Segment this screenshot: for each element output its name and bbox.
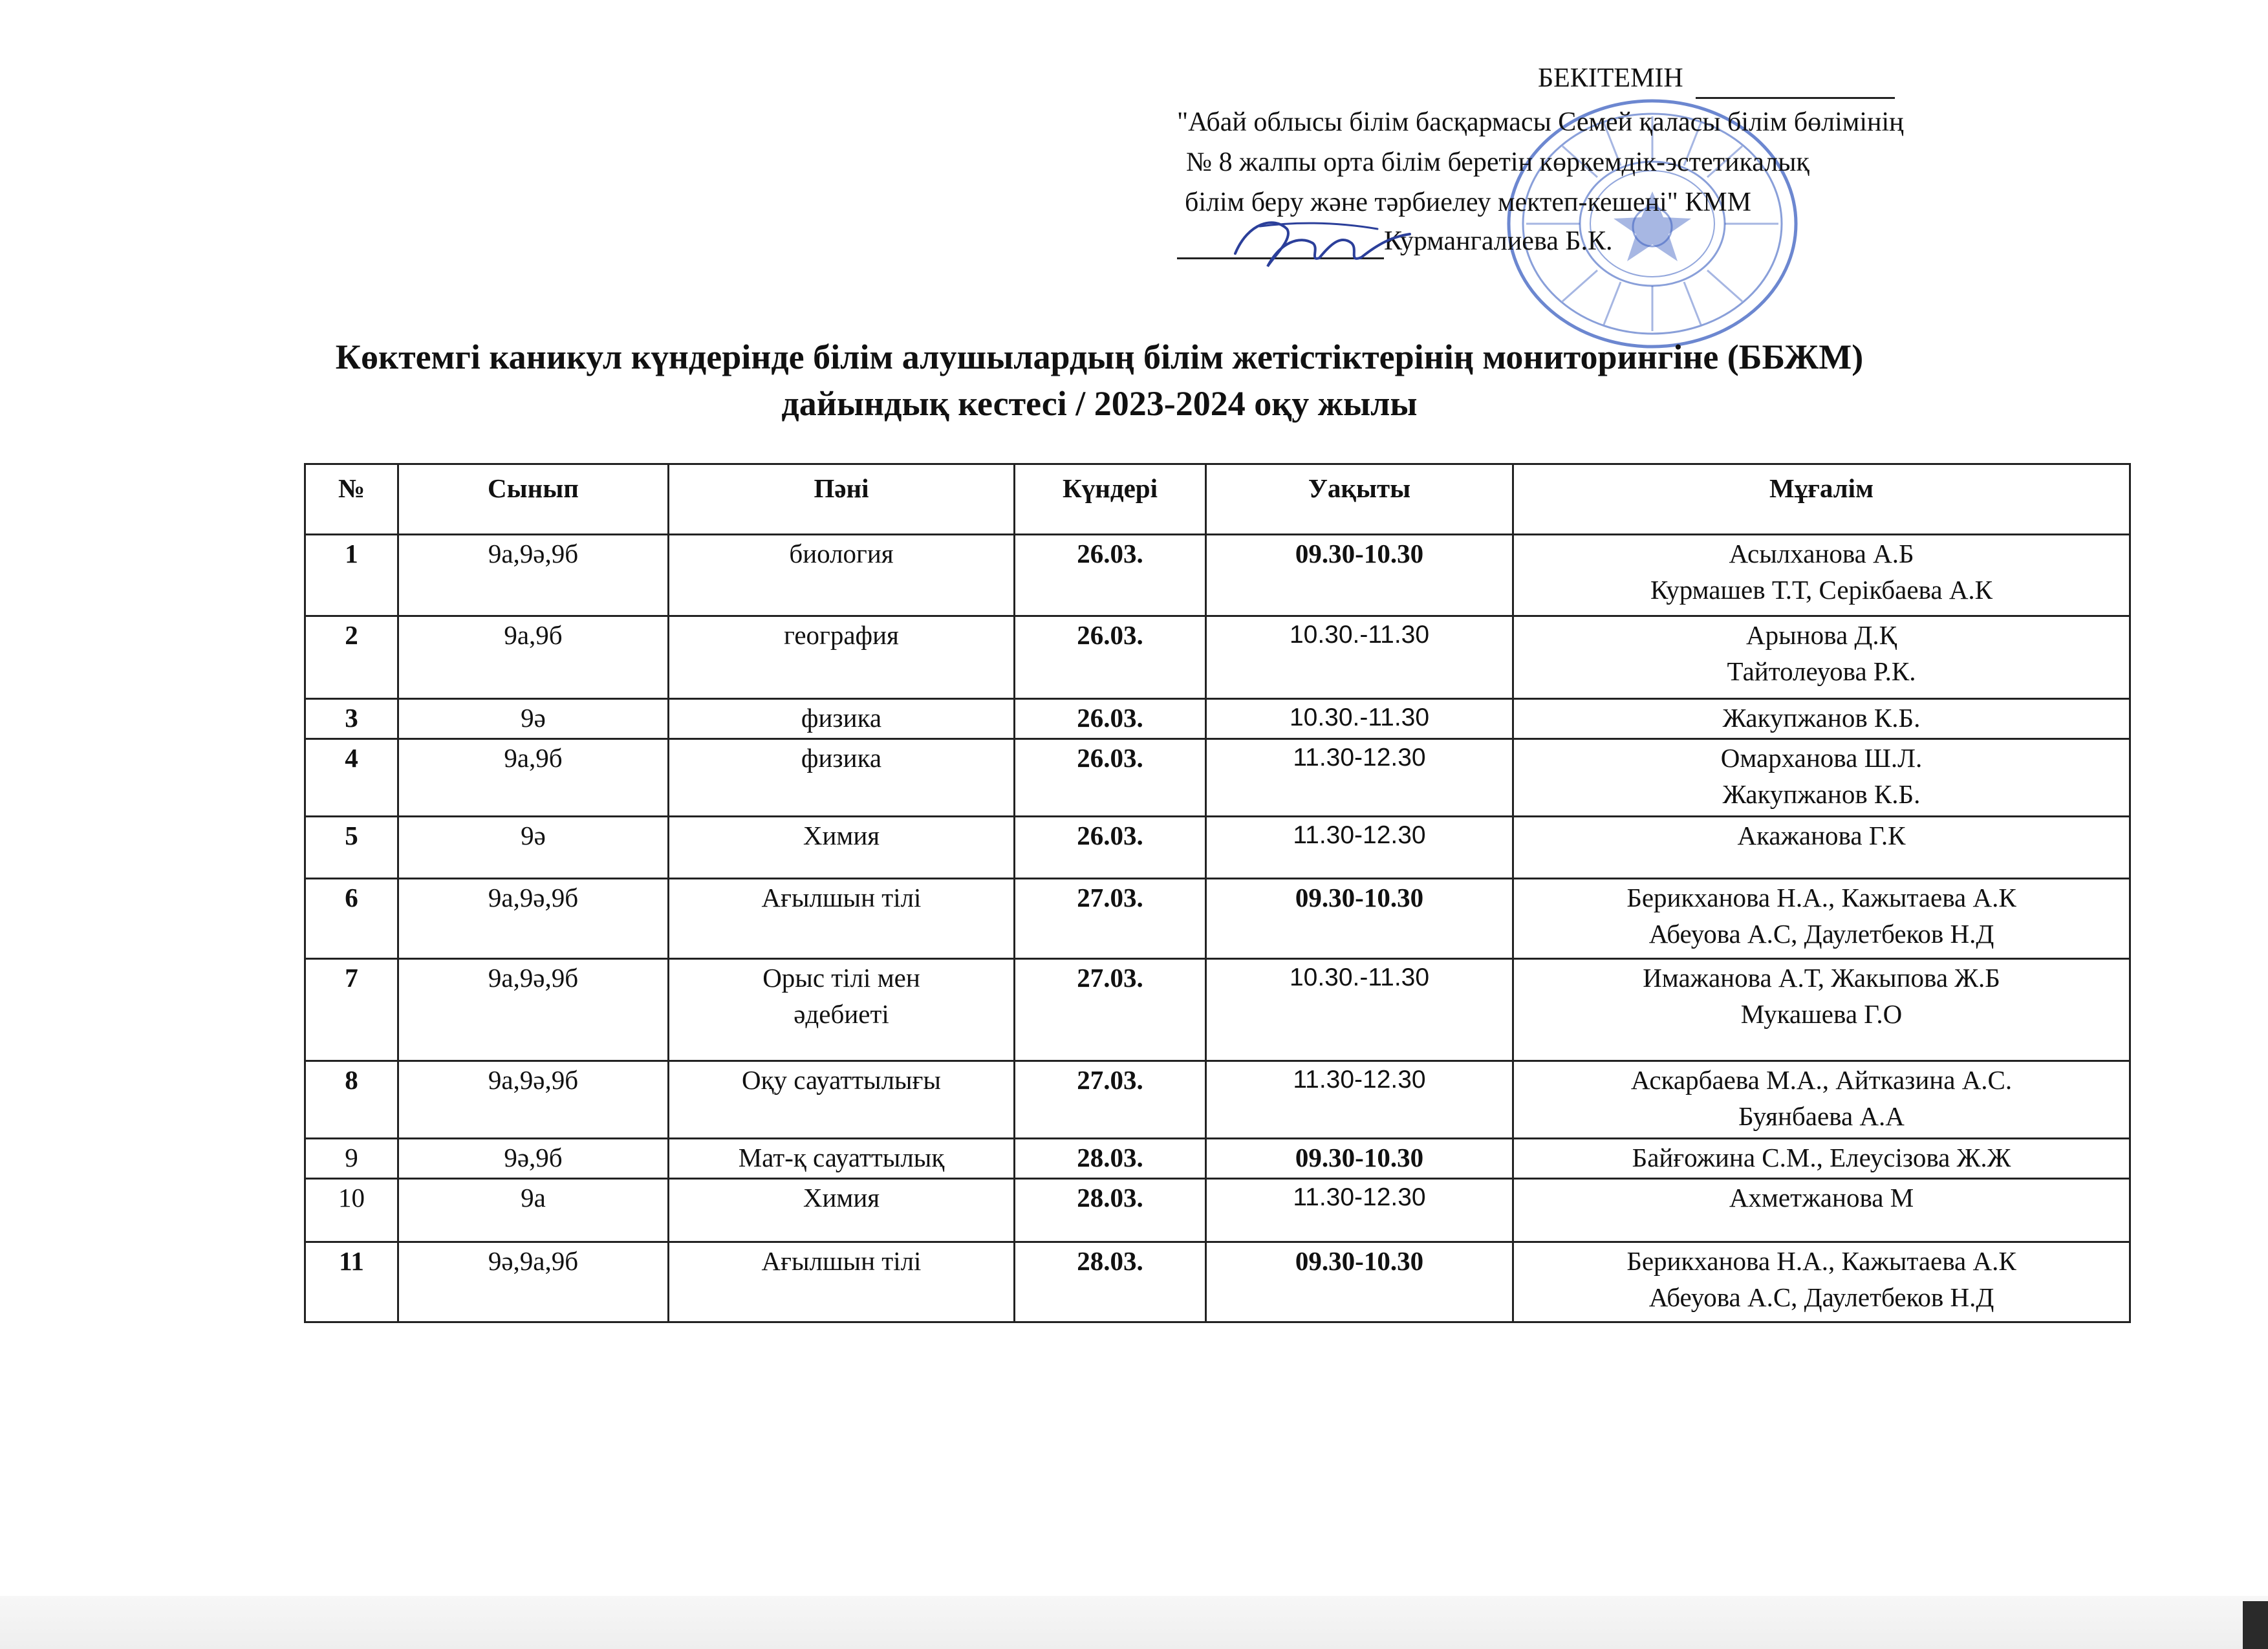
row-subject — [669, 699, 1015, 739]
row-date: 26.03. — [1015, 699, 1206, 739]
row-subject — [669, 616, 1015, 699]
row-teacher — [1513, 1179, 2130, 1242]
row-class: 9а,9ә,9б — [398, 535, 669, 616]
table-row — [305, 1242, 2130, 1322]
teacher-line: Буянбаева А.А — [1738, 1101, 1905, 1131]
row-date: 28.03. — [1015, 1242, 1206, 1322]
teacher-line: Омарханова Ш.Л. — [1720, 743, 1923, 773]
row-time: 09.30-10.30 — [1206, 879, 1513, 959]
row-date: 26.03. — [1015, 817, 1206, 879]
row-number: 6 — [305, 879, 398, 959]
row-class: 9а,9ә,9б — [398, 1061, 669, 1139]
row-subject — [669, 1242, 1015, 1322]
row-time: 11.30-12.30 — [1206, 817, 1513, 879]
table-row — [305, 1061, 2130, 1139]
table-row — [305, 959, 2130, 1061]
teacher-line: Аскарбаева М.А., Айтказина А.С. — [1630, 1065, 2013, 1095]
teacher-line: Берикханова Н.А., Кажытаева А.К — [1626, 883, 2016, 912]
document-title-line-1: Көктемгі каникул күндерінде білім алушылардың білім жетістіктерінің мониторингіне (ББЖМ) — [335, 338, 1864, 376]
row-date: 26.03. — [1015, 616, 1206, 699]
row-time: 11.30-12.30 — [1206, 739, 1513, 817]
row-number: 1 — [305, 535, 398, 616]
document-title — [220, 334, 1979, 427]
teacher-line: Асылханова А.Б — [1729, 539, 1914, 568]
table-row — [305, 817, 2130, 879]
row-class: 9а,9ә,9б — [398, 879, 669, 959]
table-row — [305, 739, 2130, 817]
teacher-line: Жакупжанов К.Б. — [1722, 779, 1921, 809]
row-date: 26.03. — [1015, 535, 1206, 616]
teacher-line: Байғожина С.М., Елеусізова Ж.Ж — [1632, 1143, 2011, 1172]
row-number: 3 — [305, 699, 398, 739]
teacher-line: Жакупжанов К.Б. — [1722, 703, 1921, 733]
subject-line: биология — [789, 539, 894, 568]
row-number: 9 — [305, 1139, 398, 1179]
row-time: 10.30.-11.30 — [1206, 959, 1513, 1061]
teacher-line: Акажанова Г.К — [1737, 821, 1906, 850]
row-class: 9а,9ә,9б — [398, 959, 669, 1061]
row-time: 10.30.-11.30 — [1206, 699, 1513, 739]
row-subject — [669, 1061, 1015, 1139]
subject-line: физика — [801, 703, 882, 733]
table-row — [305, 535, 2130, 616]
teacher-line: Арынова Д.Қ — [1746, 620, 1897, 650]
row-date: 27.03. — [1015, 879, 1206, 959]
row-subject — [669, 739, 1015, 817]
table-row — [305, 1139, 2130, 1179]
subject-line: физика — [801, 743, 882, 773]
row-date: 28.03. — [1015, 1179, 1206, 1242]
row-subject — [669, 817, 1015, 879]
row-subject — [669, 535, 1015, 616]
table-row — [305, 879, 2130, 959]
row-teacher — [1513, 879, 2130, 959]
row-date: 27.03. — [1015, 1061, 1206, 1139]
row-class: 9а — [398, 1179, 669, 1242]
subject-line: Химия — [803, 1183, 880, 1212]
row-time: 09.30-10.30 — [1206, 535, 1513, 616]
row-teacher — [1513, 1242, 2130, 1322]
table-row — [305, 1179, 2130, 1242]
row-class: 9а,9б — [398, 616, 669, 699]
approval-title: БЕКІТЕМІН — [1538, 63, 1683, 93]
row-teacher — [1513, 1139, 2130, 1179]
row-number: 4 — [305, 739, 398, 817]
row-teacher — [1513, 1061, 2130, 1139]
row-class: 9ә,9б — [398, 1139, 669, 1179]
header-time: Уақыты — [1206, 464, 1513, 535]
organization-line-2: № 8 жалпы орта білім беретін көркемдік-эстетикалық — [1186, 147, 1809, 177]
header-subject: Пәні — [669, 464, 1015, 535]
row-class: 9а,9б — [398, 739, 669, 817]
header-number: № — [305, 464, 398, 535]
approval-title-underline — [1696, 97, 1895, 99]
document-title-line-2: дайындық кестесі / 2023-2024 оқу жылы — [781, 384, 1418, 423]
row-number: 7 — [305, 959, 398, 1061]
row-teacher — [1513, 699, 2130, 739]
header-teacher: Мұғалім — [1513, 464, 2130, 535]
row-time: 11.30-12.30 — [1206, 1179, 1513, 1242]
table-row — [305, 699, 2130, 739]
row-number: 2 — [305, 616, 398, 699]
row-number: 8 — [305, 1061, 398, 1139]
scan-corner-shadow — [2243, 1601, 2268, 1649]
row-teacher — [1513, 959, 2130, 1061]
row-time: 09.30-10.30 — [1206, 1139, 1513, 1179]
table-row — [305, 616, 2130, 699]
teacher-line: Абеуова А.С, Даулетбеков Н.Д — [1648, 1282, 1994, 1312]
teacher-line: Берикханова Н.А., Кажытаева А.К — [1626, 1246, 2016, 1276]
table-header-row — [305, 464, 2130, 535]
teacher-line: Мукашева Г.О — [1740, 999, 1903, 1029]
row-teacher — [1513, 616, 2130, 699]
scan-bottom-edge — [0, 1596, 2268, 1649]
handwritten-signature — [1222, 203, 1416, 281]
subject-line: Химия — [803, 821, 880, 850]
teacher-line: Курмашев Т.Т, Серікбаева А.К — [1650, 575, 1993, 605]
teacher-line: Абеуова А.С, Даулетбеков Н.Д — [1648, 919, 1994, 949]
header-date: Күндері — [1015, 464, 1206, 535]
subject-line: Ағылшын тілі — [761, 1246, 922, 1276]
row-number: 11 — [305, 1242, 398, 1322]
header-class: Сынып — [398, 464, 669, 535]
row-number: 5 — [305, 817, 398, 879]
row-teacher — [1513, 535, 2130, 616]
row-class: 9ә — [398, 699, 669, 739]
director-name: Курмангалиева Б.К. — [1384, 226, 1613, 256]
teacher-line: Имажанова А.Т, Жакыпова Ж.Б — [1643, 963, 2000, 993]
subject-line: Оқу сауаттылығы — [742, 1065, 941, 1095]
row-subject — [669, 879, 1015, 959]
subject-line: география — [784, 620, 899, 650]
subject-line: Ағылшын тілі — [761, 883, 922, 912]
row-class: 9ә — [398, 817, 669, 879]
row-number: 10 — [305, 1179, 398, 1242]
row-subject — [669, 1179, 1015, 1242]
row-time: 11.30-12.30 — [1206, 1061, 1513, 1139]
subject-line: Мат-қ сауаттылық — [738, 1143, 945, 1172]
row-teacher — [1513, 739, 2130, 817]
row-class: 9ә,9а,9б — [398, 1242, 669, 1322]
row-subject — [669, 959, 1015, 1061]
teacher-line: Тайтолеуова Р.К. — [1727, 656, 1916, 686]
row-date: 28.03. — [1015, 1139, 1206, 1179]
row-time: 10.30.-11.30 — [1206, 616, 1513, 699]
row-subject — [669, 1139, 1015, 1179]
teacher-line: Ахметжанова М — [1729, 1183, 1914, 1212]
row-teacher — [1513, 817, 2130, 879]
organization-line-3: білім беру және тәрбиелеу мектеп-кешені" КММ — [1185, 188, 1751, 217]
schedule-table — [304, 463, 2131, 1323]
subject-line: Орыс тілі мен — [762, 963, 920, 993]
row-date: 26.03. — [1015, 739, 1206, 817]
organization-line-1: "Абай облысы білім басқармасы Семей қаласы білім бөлімінің — [1177, 107, 1904, 137]
row-date: 27.03. — [1015, 959, 1206, 1061]
subject-line: әдебиеті — [794, 999, 889, 1029]
row-time: 09.30-10.30 — [1206, 1242, 1513, 1322]
